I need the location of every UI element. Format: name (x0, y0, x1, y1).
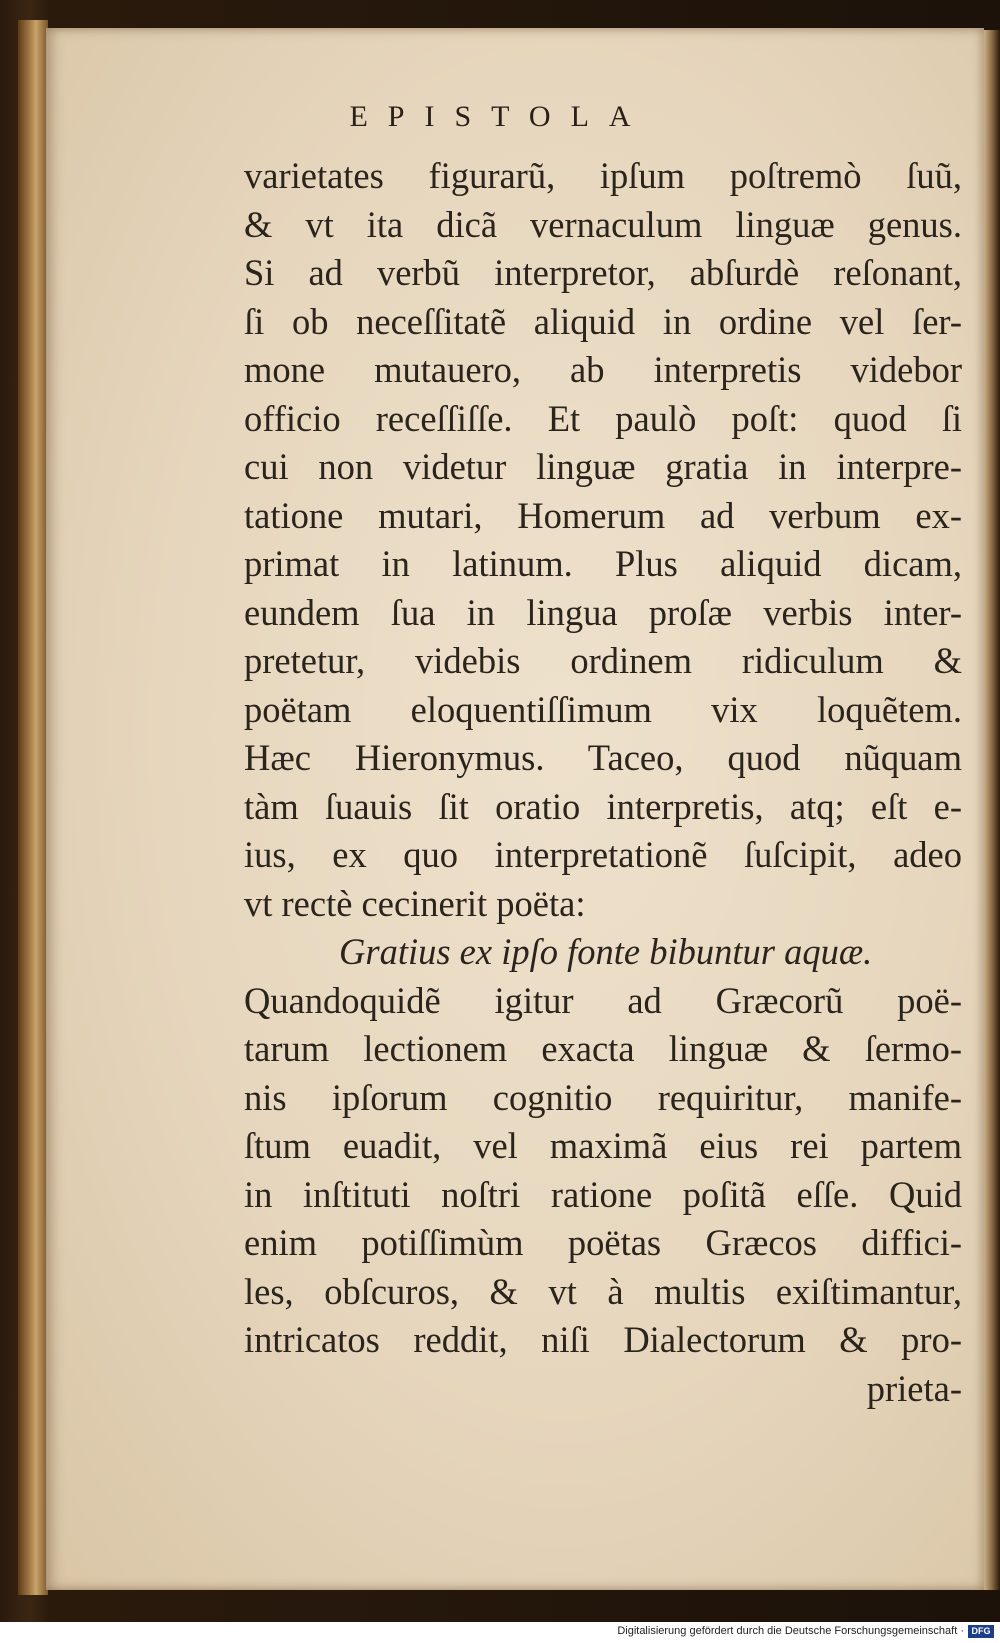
verse-quote: Gratius ex ipſo fonte bibuntur aquæ. (339, 931, 873, 972)
text-line: tatione mutari, Homerum ad verbum ex- (244, 494, 962, 536)
running-head: EPISTOLA (349, 100, 651, 133)
book-gutter (18, 20, 48, 1595)
dfg-logo: DFG (968, 1625, 994, 1638)
text-line: enim potiſſimùm poëtas Græcos diffici- (244, 1222, 962, 1263)
text-line: cui non videtur linguæ gratia in interpre- (244, 446, 962, 487)
text-line: tarum lectionem exacta linguæ & ſermo- (244, 1028, 962, 1069)
text-line: officio receſſiſſe. Et paulò poſt: quod ſi (244, 397, 962, 439)
text-line: ſtum euadit, vel maximã eius rei partem (244, 1125, 962, 1166)
text-line: mone mutauero, ab interpretis videbor (244, 349, 962, 390)
text-line: eundem ſua in lingua proſæ verbis inter- (244, 591, 962, 633)
text-line: tàm ſuauis ſit oratio interpretis, atq; eſt e- (244, 785, 962, 827)
text-line: & vt ita dicã vernaculum linguæ genus. (244, 203, 962, 245)
text-line: intricatos reddit, niſi Dialectorum & pro- (244, 1319, 962, 1360)
text-line: pretetur, videbis ordinem ridiculum & (244, 640, 962, 681)
text-line: nis ipſorum cognitio requiritur, manife- (244, 1076, 962, 1118)
text-line: varietates figurarũ, ipſum poſtremò ſuũ, (244, 155, 962, 196)
text-line: les, obſcuros, & vt à multis exiſtimantur, (244, 1270, 962, 1312)
page-edge (984, 30, 1000, 1590)
text-line: primat in latinum. Plus aliquid dicam, (244, 543, 962, 584)
text-line: Hæc Hieronymus. Taceo, quod nũquam (244, 737, 962, 778)
text-line: Si ad verbũ interpretor, abſurdè reſonant, (244, 252, 962, 293)
text-line: ſi ob neceſſitatẽ aliquid in ordine vel ſer- (244, 300, 962, 342)
text-line: Quandoquidẽ igitur ad Græcorũ poë- (244, 979, 962, 1021)
body-text (244, 152, 962, 1413)
text-line: in inſtituti noſtri ratione poſitã eſſe. Quid (244, 1173, 962, 1215)
text-line: vt rectè cecinerit poëta: (244, 882, 586, 924)
text-line: ius, ex quo interpretationẽ ſuſcipit, adeo (244, 834, 962, 875)
digitization-credit: Digitalisierung gefördert durch die Deutsche Forschungsgemeinschaft · (617, 1625, 964, 1637)
catchword: prieta- (866, 1367, 962, 1409)
text-line: poëtam eloquentiſſimum vix loquẽtem. (244, 688, 962, 730)
